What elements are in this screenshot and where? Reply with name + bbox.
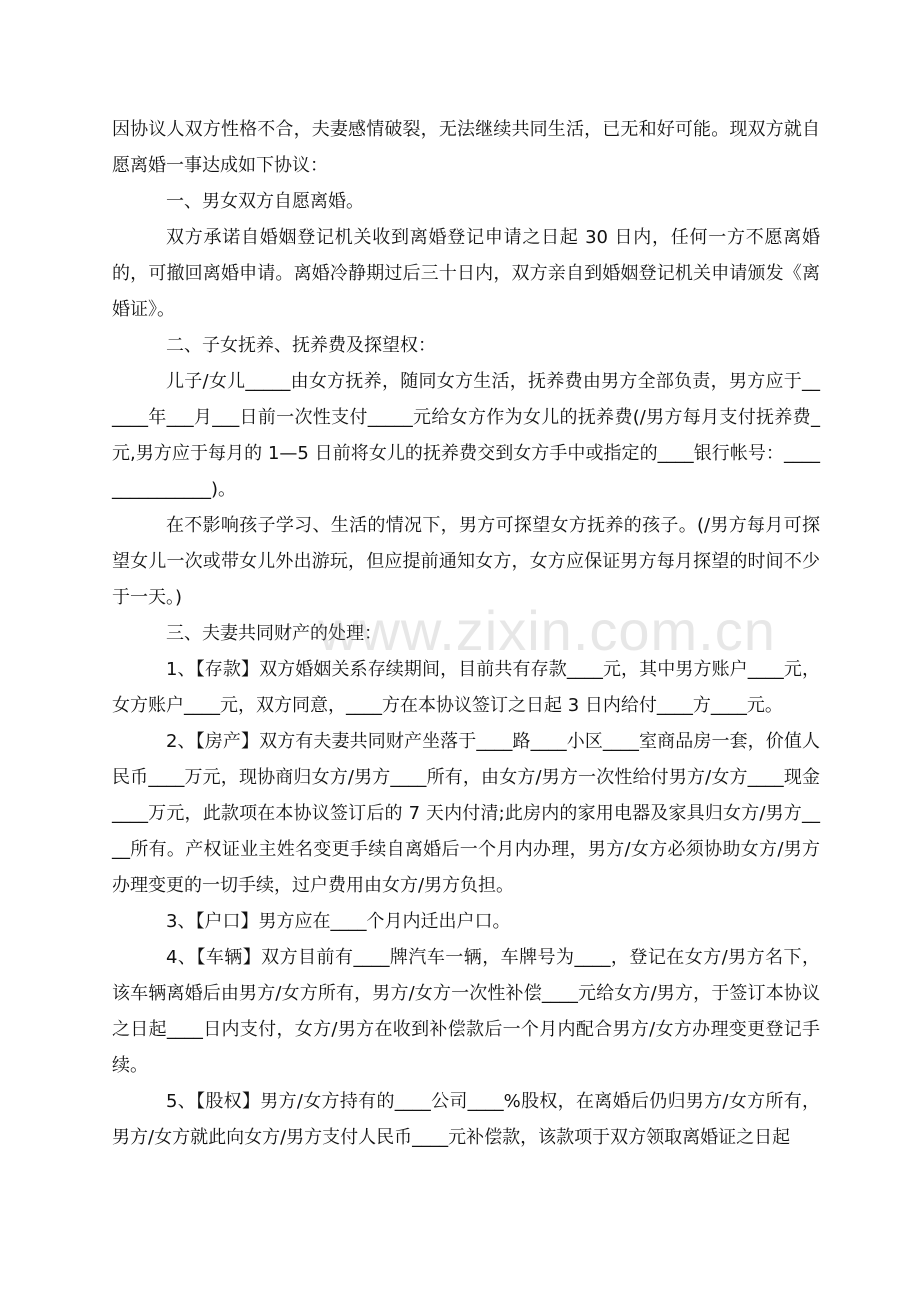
section-heading-1: 一、男女双方自愿离婚。 — [166, 191, 364, 212]
paragraph-intro: 因协议人双方性格不合，夫妻感情破裂，无法继续共同生活，已无和好可能。现双方就自愿离婚一事达成如下协议： — [112, 119, 820, 176]
paragraph-child-support: 儿子/女儿_____由女方抚养，随同女方生活，抚养费由男方全部负责，男方应于______年___月___日前一次性支付_____元给女方作为女儿的抚养费(/男方每月支付抚养费_元,男方应于每月的 1—5 日前将女儿的抚养费交到女方手中或指定的____银行帐号：_______________)。 — [112, 371, 820, 500]
section-heading-2: 二、子女抚养、抚养费及探望权： — [166, 335, 436, 356]
section-heading-3: 三、夫妻共同财产的处理： — [166, 623, 382, 644]
paragraph-deposits: 1、【存款】双方婚姻关系存续期间，目前共有存款____元，其中男方账户____元，女方账户____元，双方同意，____方在本协议签订之日起 3 日内给付____方____元。 — [112, 659, 820, 716]
watermark-text: www.zixin.com.cn — [318, 599, 776, 662]
paragraph-household-registration: 3、【户口】男方应在____个月内迁出户口。 — [166, 911, 511, 932]
document-body — [112, 112, 820, 1156]
paragraph-visitation: 在不影响孩子学习、生活的情况下，男方可探望女方抚养的孩子。(/男方每月可探望女儿一次或带女儿外出游玩，但应提前通知女方，女方应保证男方每月探望的时间不少于一天。) — [112, 515, 820, 608]
paragraph-property: 2、【房产】双方有夫妻共同财产坐落于____路____小区____室商品房一套，价值人民币____万元，现协商归女方/男方____所有，由女方/男方一次性给付男方/女方____现金____万元，此款项在本协议签订后的 7 天内付清;此房内的家用电器及家具归女方/男方____所有。产权证业主姓名变更手续自离婚后一个月内办理，男方/女方必须协助女方/男方办理变更的一切手续，过户费用由女方/男方负担。 — [112, 731, 820, 896]
paragraph-vehicle: 4、【车辆】双方目前有____牌汽车一辆，车牌号为____，登记在女方/男方名下，该车辆离婚后由男方/女方所有，男方/女方一次性补偿____元给女方/男方，于签订本协议之日起____日内支付，女方/男方在收到补偿款后一个月内配合男方/女方办理变更登记手续。 — [112, 947, 820, 1076]
paragraph-divorce-cooling: 双方承诺自婚姻登记机关收到离婚登记申请之日起 30 日内，任何一方不愿离婚的，可撤回离婚申请。离婚冷静期过后三十日内，双方亲自到婚姻登记机关申请颁发《离婚证》。 — [112, 227, 820, 320]
paragraph-equity: 5、【股权】男方/女方持有的____公司____%股权，在离婚后仍归男方/女方所有，男方/女方就此向女方/男方支付人民币____元补偿款，该款项于双方领取离婚证之日起 — [112, 1091, 820, 1148]
